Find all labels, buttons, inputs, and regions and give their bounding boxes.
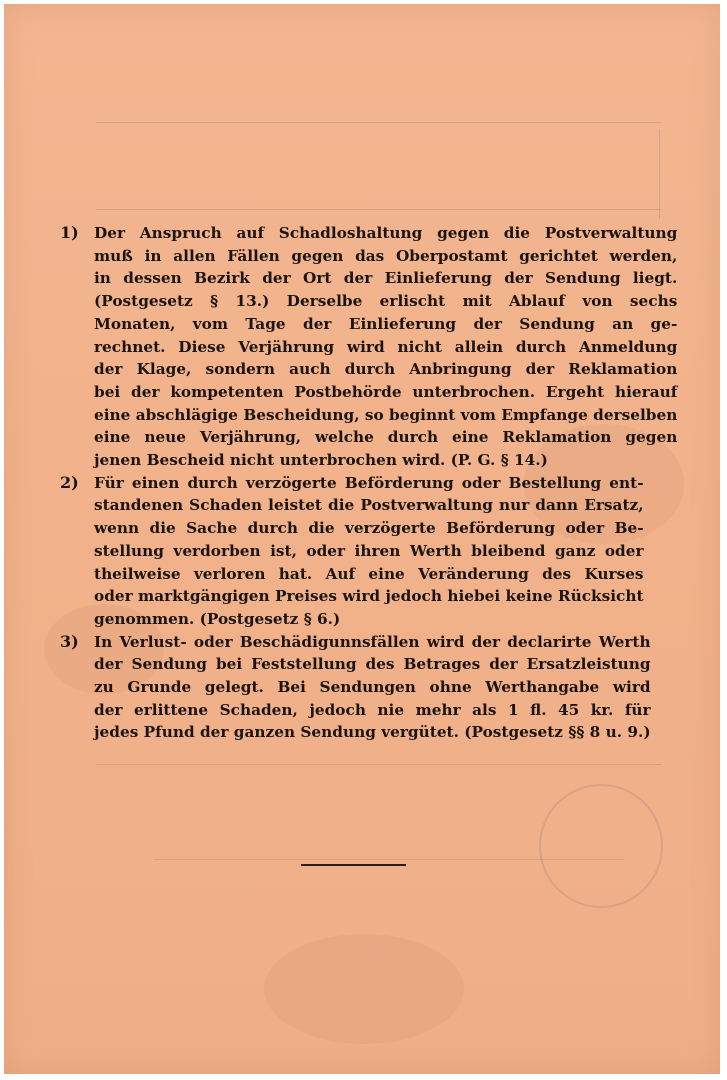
clause-line: wenn die Sache durch die verzögerte Beförderung oder Be- xyxy=(94,519,644,538)
clause-line: zu Grunde gelegt. Bei Sendungen ohne Werthangabe wird xyxy=(94,678,651,697)
clause-line: der erlittene Schaden, jedoch nie mehr als 1 fl. 45 kr. für xyxy=(94,700,651,719)
paper-stain xyxy=(264,934,464,1044)
clause-line: oder marktgängigen Preises wird jedoch hiebei keine Rücksicht xyxy=(94,587,644,606)
clause-line: bei der kompetenten Postbehörde unterbrochen. Ergeht hierauf xyxy=(94,382,678,401)
show-through-rule xyxy=(96,122,661,123)
clause-line: Der Anspruch auf Schadloshaltung gegen die Postverwaltung xyxy=(94,224,678,242)
clause-body xyxy=(94,222,677,472)
clause-line: jedes Pfund der ganzen Sendung vergütet. (Postgesetz §§ 8 u. 9.) xyxy=(94,723,651,742)
clause-line: der Sendung bei Feststellung des Betrages der Ersatzleistung xyxy=(94,655,651,674)
clauses-list xyxy=(60,222,678,744)
clause-body xyxy=(94,472,644,631)
clause-line: genommen. (Postgesetz § 6.) xyxy=(94,609,341,628)
clause-line: der Klage, sondern auch durch Anbringung der Reklamation xyxy=(94,360,678,379)
clause-line: rechnet. Diese Verjährung wird nicht allein durch Anmeldung xyxy=(94,337,678,356)
show-through-rule xyxy=(96,209,661,210)
clause-line: (Postgesetz § 13.) Derselbe erlischt mit Ablauf von sechs xyxy=(94,292,678,311)
clause-3 xyxy=(60,631,651,745)
clause-line: in dessen Bezirk der Ort der Einlieferung der Sendung liegt. xyxy=(94,269,678,288)
clause-line: stellung verdorben ist, oder ihren Werth bleibend ganz oder xyxy=(94,541,644,560)
clause-2 xyxy=(60,472,644,631)
clause-line: eine neue Verjährung, welche durch eine Reklamation gegen xyxy=(94,428,678,447)
clause-line: jenen Bescheid nicht unterbrochen wird. (P. G. § 14.) xyxy=(94,451,548,470)
clause-line: muß in allen Fällen gegen das Oberpostamt gerichtet werden, xyxy=(94,246,678,265)
clause-line: Monaten, vom Tage der Einlieferung der Sendung an ge- xyxy=(94,314,678,333)
show-through-stamp xyxy=(539,784,663,908)
clause-line: Für einen durch verzögerte Beförderung oder Bestellung ent- xyxy=(94,473,644,492)
clause-number: 1) xyxy=(60,223,79,242)
show-through-rule xyxy=(96,764,661,765)
clause-number: 3) xyxy=(60,631,79,651)
divider-rule xyxy=(301,864,406,866)
clause-line: theilweise verloren hat. Auf eine Veränderung des Kurses xyxy=(94,564,644,583)
show-through-box xyxy=(659,129,710,219)
clause-number: 2) xyxy=(60,472,79,492)
clause-line: In Verlust- oder Beschädigunnsfällen wird der declarirte Werth xyxy=(94,632,651,651)
clause-line: eine abschlägige Bescheidung, so beginnt vom Empfange derselben xyxy=(94,405,678,424)
clause-1 xyxy=(60,222,678,472)
clause-body xyxy=(94,631,651,745)
clause-line: standenen Schaden leistet die Postverwaltung nur dann Ersatz, xyxy=(94,496,644,515)
